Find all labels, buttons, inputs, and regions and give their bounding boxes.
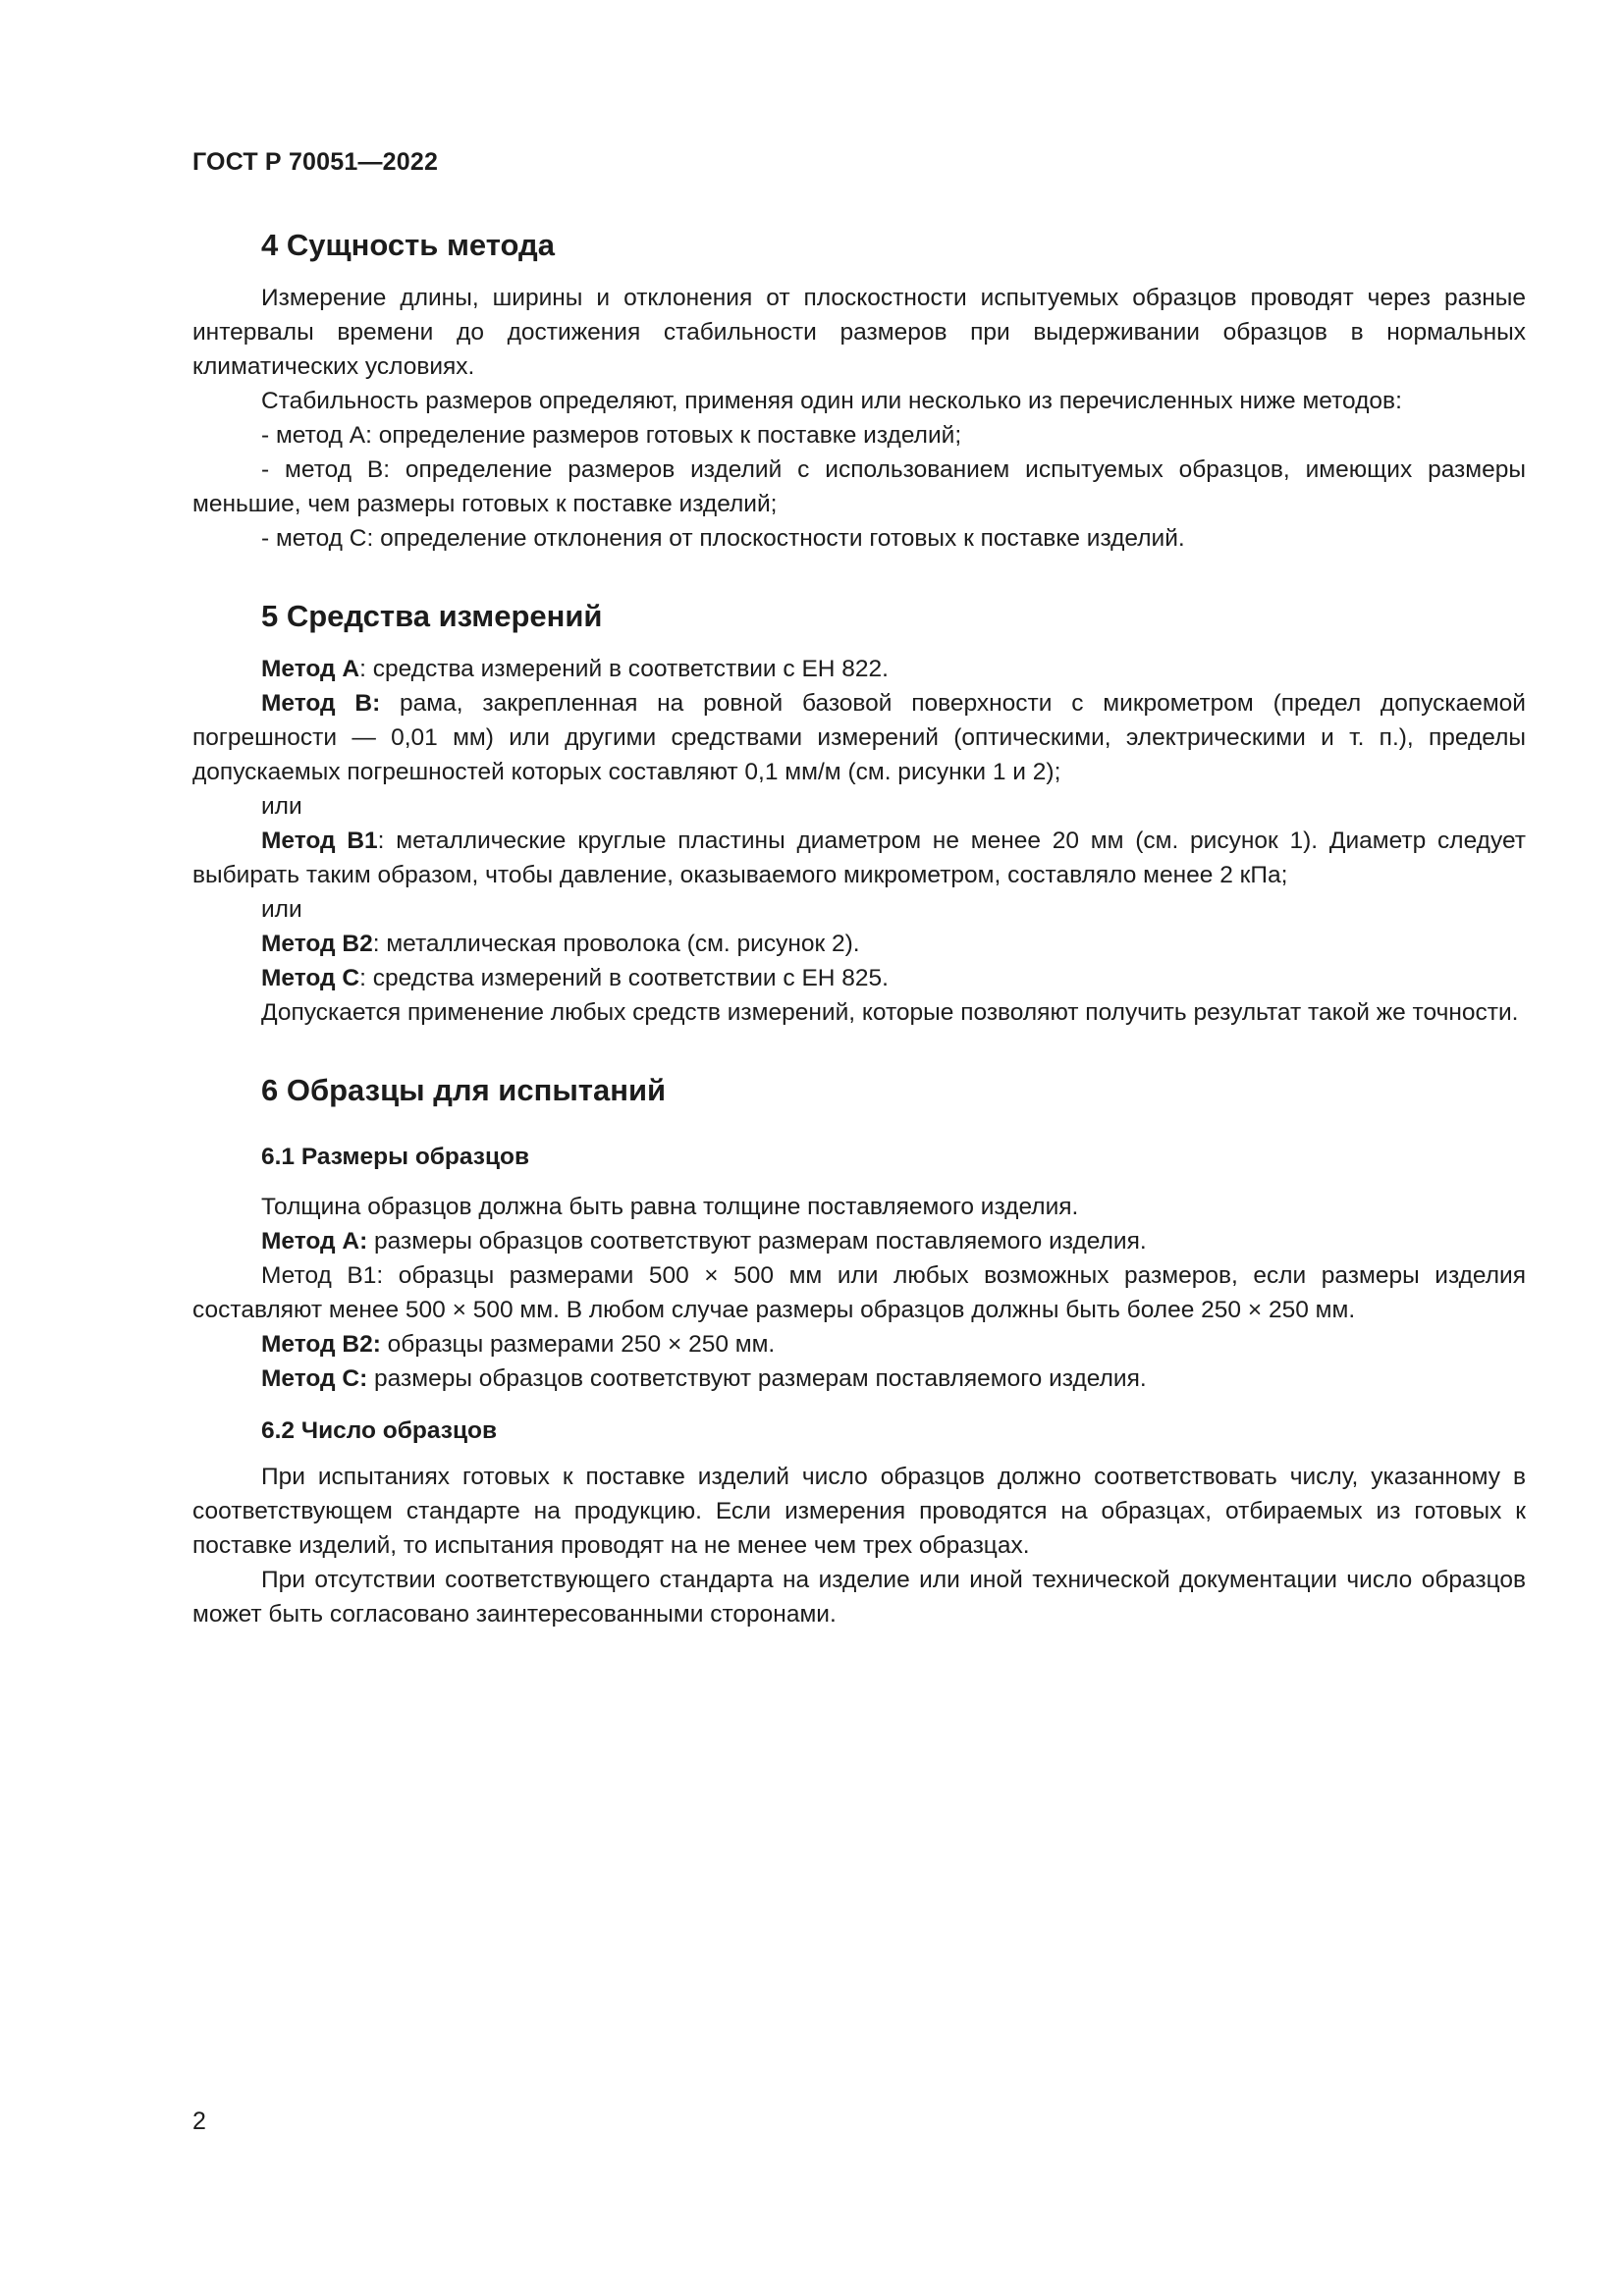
subsection-6-1-method-c [192, 1362, 1526, 1396]
method-b2-text: : металлическая проволока (см. рисунок 2). [372, 931, 860, 957]
page-number: 2 [192, 2108, 206, 2135]
section-5-method-b1 [192, 824, 1526, 892]
section-6-title: 6 Образцы для испытаний [261, 1073, 667, 1107]
section-5-method-b [192, 686, 1526, 789]
section-5-title: 5 Средства измерений [261, 599, 603, 633]
subsection-6-1-title: 6.1 Размеры образцов [261, 1144, 530, 1170]
subsection-6-1-paragraph-1: Толщина образцов должна быть равна толщине поставляемого изделия. [261, 1194, 1079, 1220]
method-c-label: Метод С [261, 965, 360, 991]
section-5-note: Допускается применение любых средств измерений, которые позволяют получить результат такой же точности. [261, 999, 1519, 1026]
sample-method-c-label: Метод С: [261, 1365, 368, 1392]
method-a-label: Метод А [261, 656, 360, 682]
subsection-6-2-paragraph-2: При отсутствии соответствующего стандарта на изделие или иной технической документации число образцов может быть согласовано заинтересованными сторонами. [192, 1567, 1526, 1628]
sample-method-c-text: размеры образцов соответствуют размерам поставляемого изделия. [367, 1365, 1147, 1392]
section-4-paragraph-1: Измерение длины, ширины и отклонения от плоскостности испытуемых образцов проводят через разные интервалы времени до достижения стабильности размеров при выдерживании образцов в нормальных климатических условиях. [192, 285, 1526, 380]
sample-method-b2-text: образцы размерами 250 × 250 мм. [380, 1331, 776, 1358]
section-5-method-a [192, 652, 1526, 686]
section-5-or-1: или [261, 793, 302, 820]
subsection-6-1-method-b2 [192, 1327, 1526, 1362]
section-5-method-c [192, 961, 1526, 995]
sample-method-a-label: Метод А: [261, 1228, 368, 1255]
section-4-title: 4 Сущность метода [261, 228, 555, 262]
subsection-6-1-method-b1: Метод В1: образцы размерами 500 × 500 мм или любых возможных размеров, если размеры изделия составляют менее 500 × 500 мм. В любом случае размеры образцов должны быть более 250 × 250 мм. [192, 1262, 1526, 1323]
method-c-text: : средства измерений в соответствии с ЕН 825. [359, 965, 889, 991]
document-body [192, 216, 1526, 1631]
section-4-list-item-c: - метод С: определение отклонения от плоскостности готовых к поставке изделий. [261, 525, 1185, 552]
method-a-text: : средства измерений в соответствии с ЕН 822. [359, 656, 889, 682]
method-b1-label: Метод В1 [261, 828, 378, 854]
subsection-6-2-title: 6.2 Число образцов [261, 1417, 498, 1444]
section-4-list-item-b: - метод В: определение размеров изделий с использованием испытуемых образцов, имеющих размеры меньшие, чем размеры готовых к поставке изделий; [192, 456, 1526, 517]
section-5-or-2: или [261, 896, 302, 923]
method-b2-label: Метод В2 [261, 931, 373, 957]
section-4-list-item-a: - метод А: определение размеров готовых к поставке изделий; [261, 422, 962, 449]
section-4-paragraph-2: Стабильность размеров определяют, применяя один или несколько из перечисленных ниже методов: [261, 388, 1402, 414]
document-header: ГОСТ Р 70051—2022 [192, 148, 439, 176]
method-b-label: Метод В: [261, 690, 381, 717]
section-5-method-b2 [192, 927, 1526, 961]
sample-method-a-text: размеры образцов соответствуют размерам поставляемого изделия. [367, 1228, 1147, 1255]
subsection-6-2-paragraph-1: При испытаниях готовых к поставке изделий число образцов должно соответствовать числу, указанному в соответствующем стандарте на продукцию. Если измерения проводятся на образцах, отбираемых из готовых к поставке изделий, то испытания проводят на не менее чем трех образцах. [192, 1464, 1526, 1559]
method-b-text: рама, закрепленная на ровной базовой поверхности с микрометром (предел допускаемой погрешности — 0,01 мм) или другими средствами измерений (оптическими, электрическими и т. п.), пределы допускаемых погрешностей которых составляют 0,1 мм/м (см. рисунки 1 и 2); [192, 690, 1526, 785]
sample-method-b2-label: Метод В2: [261, 1331, 381, 1358]
method-b1-text: : металлические круглые пластины диаметром не менее 20 мм (см. рисунок 1). Диаметр следует выбирать таким образом, чтобы давление, оказываемого микрометром, составляло менее 2 кПа; [192, 828, 1526, 888]
subsection-6-1-method-a [192, 1224, 1526, 1258]
